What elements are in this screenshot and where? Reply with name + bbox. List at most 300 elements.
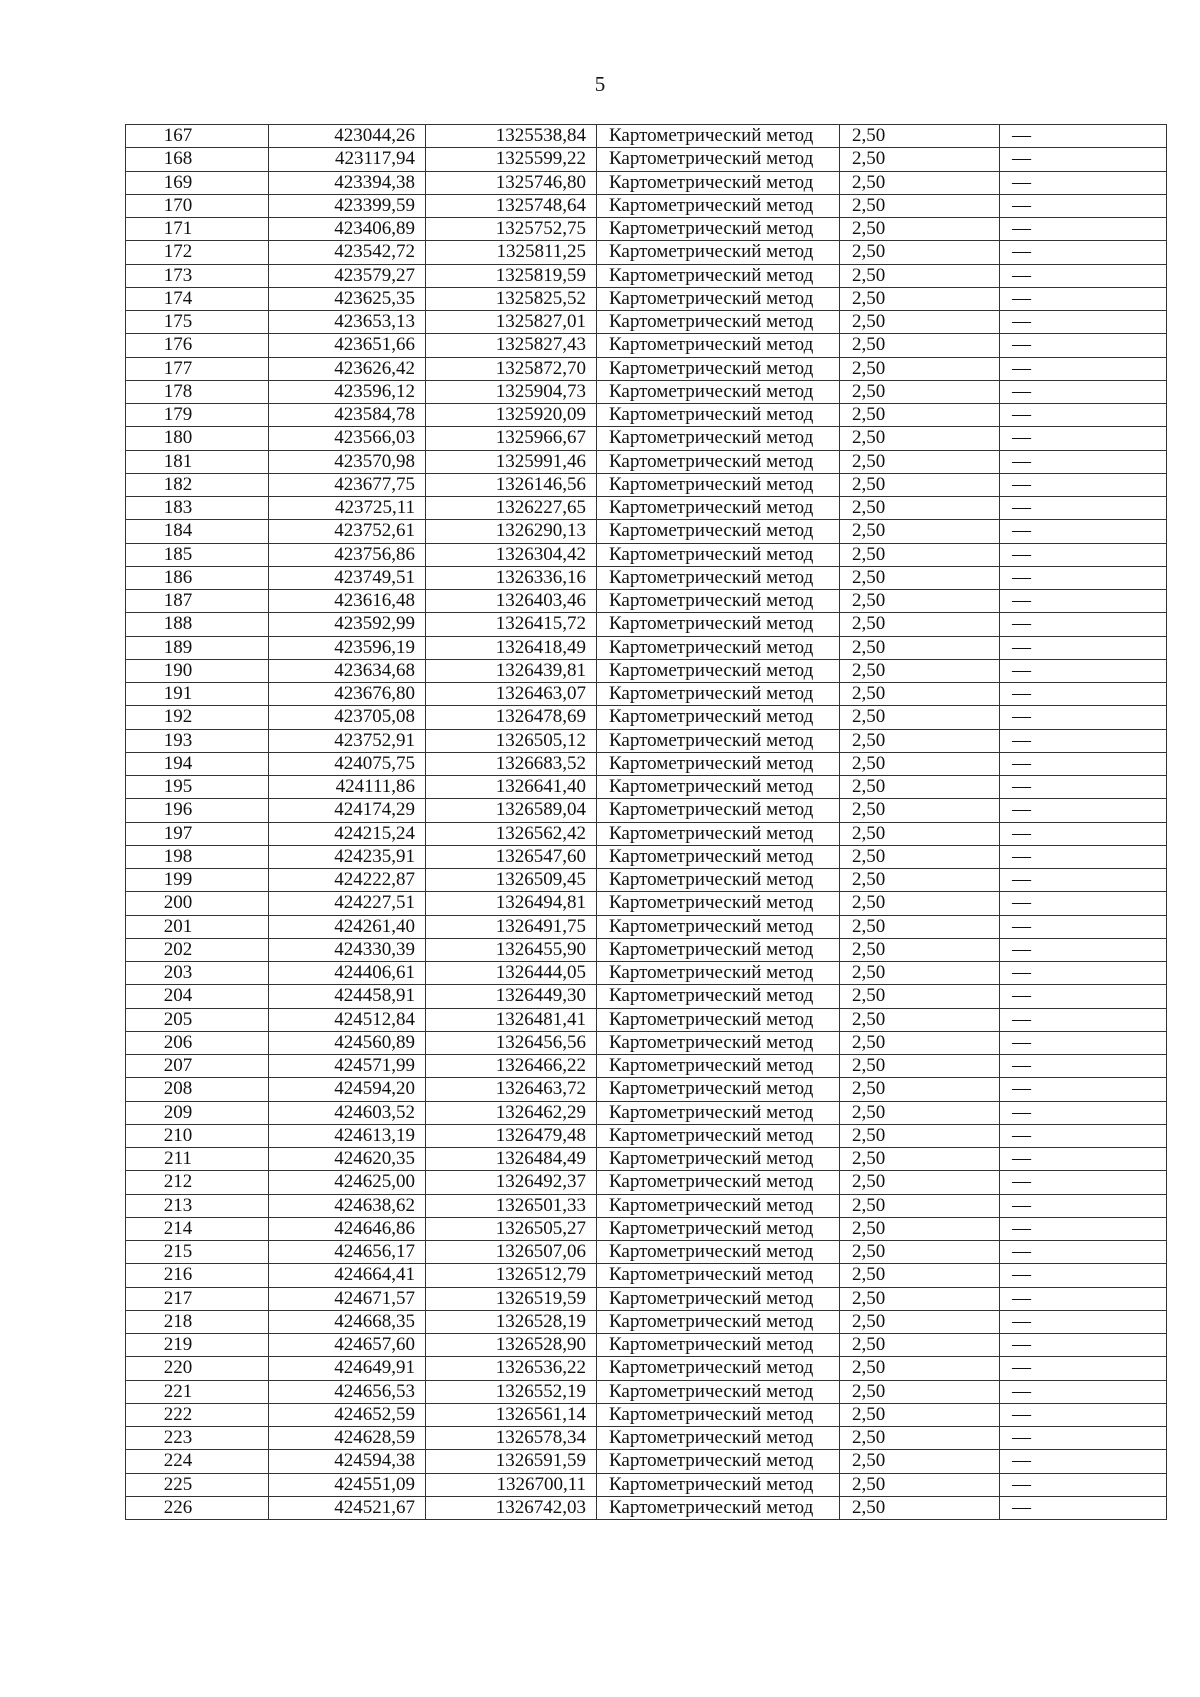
accuracy-cell: 2,50 [840,125,1000,148]
description-cell: — [1000,334,1167,357]
accuracy-cell: 2,50 [840,799,1000,822]
method-cell: Картометрический метод [597,1473,840,1496]
point-number-cell: 192 [126,706,269,729]
point-number-cell: 186 [126,566,269,589]
method-cell: Картометрический метод [597,1124,840,1147]
accuracy-cell: 2,50 [840,636,1000,659]
point-number-cell: 169 [126,171,269,194]
x-coordinate-cell: 424613,19 [269,1124,426,1147]
description-cell: — [1000,1194,1167,1217]
description-cell: — [1000,752,1167,775]
y-coordinate-cell: 1326528,90 [426,1334,597,1357]
table-row [126,171,1167,194]
point-number-cell: 219 [126,1334,269,1357]
accuracy-cell: 2,50 [840,1403,1000,1426]
y-coordinate-cell: 1326462,29 [426,1101,597,1124]
y-coordinate-cell: 1325752,75 [426,218,597,241]
accuracy-cell: 2,50 [840,473,1000,496]
point-number-cell: 184 [126,520,269,543]
point-number-cell: 223 [126,1427,269,1450]
point-number-cell: 221 [126,1380,269,1403]
method-cell: Картометрический метод [597,543,840,566]
y-coordinate-cell: 1326536,22 [426,1357,597,1380]
description-cell: — [1000,566,1167,589]
method-cell: Картометрический метод [597,776,840,799]
y-coordinate-cell: 1326507,06 [426,1241,597,1264]
method-cell: Картометрический метод [597,357,840,380]
table-row [126,1148,1167,1171]
accuracy-cell: 2,50 [840,1055,1000,1078]
point-number-cell: 174 [126,287,269,310]
method-cell: Картометрический метод [597,1194,840,1217]
x-coordinate-cell: 423406,89 [269,218,426,241]
table-row [126,845,1167,868]
x-coordinate-cell: 423570,98 [269,450,426,473]
accuracy-cell: 2,50 [840,1334,1000,1357]
accuracy-cell: 2,50 [840,264,1000,287]
y-coordinate-cell: 1325538,84 [426,125,597,148]
x-coordinate-cell: 424628,59 [269,1427,426,1450]
point-number-cell: 226 [126,1496,269,1519]
x-coordinate-cell: 424603,52 [269,1101,426,1124]
table-row [126,1473,1167,1496]
method-cell: Картометрический метод [597,264,840,287]
point-number-cell: 183 [126,497,269,520]
method-cell: Картометрический метод [597,497,840,520]
point-number-cell: 176 [126,334,269,357]
table-row [126,1171,1167,1194]
y-coordinate-cell: 1326512,79 [426,1264,597,1287]
table-row [126,148,1167,171]
y-coordinate-cell: 1325825,52 [426,287,597,310]
method-cell: Картометрический метод [597,869,840,892]
accuracy-cell: 2,50 [840,566,1000,589]
y-coordinate-cell: 1326501,33 [426,1194,597,1217]
description-cell: — [1000,1101,1167,1124]
description-cell: — [1000,1357,1167,1380]
x-coordinate-cell: 424671,57 [269,1287,426,1310]
x-coordinate-cell: 423653,13 [269,311,426,334]
accuracy-cell: 2,50 [840,194,1000,217]
x-coordinate-cell: 424638,62 [269,1194,426,1217]
method-cell: Картометрический метод [597,706,840,729]
accuracy-cell: 2,50 [840,938,1000,961]
description-cell: — [1000,1241,1167,1264]
description-cell: — [1000,1334,1167,1357]
y-coordinate-cell: 1325746,80 [426,171,597,194]
x-coordinate-cell: 424512,84 [269,1008,426,1031]
description-cell: — [1000,938,1167,961]
accuracy-cell: 2,50 [840,1008,1000,1031]
table-row [126,1217,1167,1240]
table-row [126,1241,1167,1264]
x-coordinate-cell: 424330,39 [269,938,426,961]
accuracy-cell: 2,50 [840,776,1000,799]
accuracy-cell: 2,50 [840,1031,1000,1054]
accuracy-cell: 2,50 [840,729,1000,752]
point-number-cell: 188 [126,613,269,636]
method-cell: Картометрический метод [597,590,840,613]
description-cell: — [1000,985,1167,1008]
y-coordinate-cell: 1325827,01 [426,311,597,334]
method-cell: Картометрический метод [597,1310,840,1333]
description-cell: — [1000,1055,1167,1078]
x-coordinate-cell: 424646,86 [269,1217,426,1240]
y-coordinate-cell: 1326589,04 [426,799,597,822]
description-cell: — [1000,497,1167,520]
y-coordinate-cell: 1326505,12 [426,729,597,752]
method-cell: Картометрический метод [597,636,840,659]
y-coordinate-cell: 1325904,73 [426,380,597,403]
description-cell: — [1000,287,1167,310]
page-number: 5 [594,72,606,96]
x-coordinate-cell: 424594,20 [269,1078,426,1101]
y-coordinate-cell: 1326484,49 [426,1148,597,1171]
point-number-cell: 218 [126,1310,269,1333]
description-cell: — [1000,520,1167,543]
y-coordinate-cell: 1326641,40 [426,776,597,799]
point-number-cell: 179 [126,404,269,427]
y-coordinate-cell: 1326519,59 [426,1287,597,1310]
x-coordinate-cell: 424649,91 [269,1357,426,1380]
y-coordinate-cell: 1326700,11 [426,1473,597,1496]
point-number-cell: 216 [126,1264,269,1287]
point-number-cell: 225 [126,1473,269,1496]
description-cell: — [1000,264,1167,287]
y-coordinate-cell: 1326463,72 [426,1078,597,1101]
x-coordinate-cell: 424235,91 [269,845,426,868]
x-coordinate-cell: 423584,78 [269,404,426,427]
x-coordinate-cell: 424261,40 [269,915,426,938]
description-cell: — [1000,218,1167,241]
x-coordinate-cell: 423044,26 [269,125,426,148]
accuracy-cell: 2,50 [840,450,1000,473]
y-coordinate-cell: 1326449,30 [426,985,597,1008]
table-row [126,799,1167,822]
table-row [126,1101,1167,1124]
description-cell: — [1000,473,1167,496]
accuracy-cell: 2,50 [840,822,1000,845]
method-cell: Картометрический метод [597,938,840,961]
x-coordinate-cell: 424222,87 [269,869,426,892]
point-number-cell: 196 [126,799,269,822]
point-number-cell: 220 [126,1357,269,1380]
description-cell: — [1000,1031,1167,1054]
y-coordinate-cell: 1325991,46 [426,450,597,473]
point-number-cell: 222 [126,1403,269,1426]
description-cell: — [1000,241,1167,264]
y-coordinate-cell: 1326478,69 [426,706,597,729]
description-cell: — [1000,171,1167,194]
point-number-cell: 201 [126,915,269,938]
y-coordinate-cell: 1326415,72 [426,613,597,636]
x-coordinate-cell: 424227,51 [269,892,426,915]
method-cell: Картометрический метод [597,892,840,915]
accuracy-cell: 2,50 [840,915,1000,938]
x-coordinate-cell: 423651,66 [269,334,426,357]
point-number-cell: 197 [126,822,269,845]
x-coordinate-cell: 423579,27 [269,264,426,287]
description-cell: — [1000,892,1167,915]
point-number-cell: 198 [126,845,269,868]
x-coordinate-cell: 424664,41 [269,1264,426,1287]
accuracy-cell: 2,50 [840,1357,1000,1380]
x-coordinate-cell: 423542,72 [269,241,426,264]
description-cell: — [1000,706,1167,729]
table-row [126,706,1167,729]
table-row [126,729,1167,752]
table-row [126,613,1167,636]
table-row [126,1450,1167,1473]
x-coordinate-cell: 423749,51 [269,566,426,589]
method-cell: Картометрический метод [597,985,840,1008]
description-cell: — [1000,311,1167,334]
table-row [126,822,1167,845]
method-cell: Картометрический метод [597,1264,840,1287]
method-cell: Картометрический метод [597,473,840,496]
table-row [126,497,1167,520]
table-row [126,520,1167,543]
point-number-cell: 178 [126,380,269,403]
description-cell: — [1000,1078,1167,1101]
accuracy-cell: 2,50 [840,1427,1000,1450]
accuracy-cell: 2,50 [840,659,1000,682]
description-cell: — [1000,1403,1167,1426]
point-number-cell: 171 [126,218,269,241]
description-cell: — [1000,1264,1167,1287]
accuracy-cell: 2,50 [840,1078,1000,1101]
y-coordinate-cell: 1326528,19 [426,1310,597,1333]
accuracy-cell: 2,50 [840,1264,1000,1287]
table-row [126,543,1167,566]
table-row [126,194,1167,217]
point-number-cell: 187 [126,590,269,613]
method-cell: Картометрический метод [597,1008,840,1031]
x-coordinate-cell: 424656,53 [269,1380,426,1403]
description-cell: — [1000,1171,1167,1194]
y-coordinate-cell: 1326463,07 [426,683,597,706]
y-coordinate-cell: 1325819,59 [426,264,597,287]
y-coordinate-cell: 1326304,42 [426,543,597,566]
description-cell: — [1000,380,1167,403]
description-cell: — [1000,450,1167,473]
description-cell: — [1000,1380,1167,1403]
method-cell: Картометрический метод [597,1078,840,1101]
y-coordinate-cell: 1326403,46 [426,590,597,613]
x-coordinate-cell: 423566,03 [269,427,426,450]
x-coordinate-cell: 423752,61 [269,520,426,543]
description-cell: — [1000,636,1167,659]
accuracy-cell: 2,50 [840,683,1000,706]
table-row [126,125,1167,148]
method-cell: Картометрический метод [597,194,840,217]
description-cell: — [1000,962,1167,985]
description-cell: — [1000,404,1167,427]
x-coordinate-cell: 423592,99 [269,613,426,636]
method-cell: Картометрический метод [597,845,840,868]
accuracy-cell: 2,50 [840,892,1000,915]
accuracy-cell: 2,50 [840,845,1000,868]
table-row [126,1380,1167,1403]
accuracy-cell: 2,50 [840,311,1000,334]
x-coordinate-cell: 423676,80 [269,683,426,706]
point-number-cell: 194 [126,752,269,775]
x-coordinate-cell: 423596,12 [269,380,426,403]
point-number-cell: 191 [126,683,269,706]
point-number-cell: 189 [126,636,269,659]
x-coordinate-cell: 424625,00 [269,1171,426,1194]
description-cell: — [1000,1124,1167,1147]
y-coordinate-cell: 1325748,64 [426,194,597,217]
y-coordinate-cell: 1326491,75 [426,915,597,938]
accuracy-cell: 2,50 [840,752,1000,775]
method-cell: Картометрический метод [597,1217,840,1240]
point-number-cell: 181 [126,450,269,473]
accuracy-cell: 2,50 [840,241,1000,264]
y-coordinate-cell: 1325811,25 [426,241,597,264]
point-number-cell: 210 [126,1124,269,1147]
accuracy-cell: 2,50 [840,1287,1000,1310]
point-number-cell: 177 [126,357,269,380]
method-cell: Картометрический метод [597,427,840,450]
point-number-cell: 193 [126,729,269,752]
accuracy-cell: 2,50 [840,148,1000,171]
y-coordinate-cell: 1326742,03 [426,1496,597,1519]
y-coordinate-cell: 1326509,45 [426,869,597,892]
x-coordinate-cell: 424560,89 [269,1031,426,1054]
accuracy-cell: 2,50 [840,1241,1000,1264]
table-row [126,1287,1167,1310]
y-coordinate-cell: 1326444,05 [426,962,597,985]
x-coordinate-cell: 423677,75 [269,473,426,496]
x-coordinate-cell: 423725,11 [269,497,426,520]
method-cell: Картометрический метод [597,1148,840,1171]
description-cell: — [1000,125,1167,148]
x-coordinate-cell: 423117,94 [269,148,426,171]
table-row [126,404,1167,427]
table-row [126,1008,1167,1031]
point-number-cell: 202 [126,938,269,961]
point-number-cell: 190 [126,659,269,682]
x-coordinate-cell: 424571,99 [269,1055,426,1078]
point-number-cell: 213 [126,1194,269,1217]
accuracy-cell: 2,50 [840,427,1000,450]
method-cell: Картометрический метод [597,683,840,706]
accuracy-cell: 2,50 [840,869,1000,892]
method-cell: Картометрический метод [597,752,840,775]
description-cell: — [1000,1427,1167,1450]
table-row [126,776,1167,799]
accuracy-cell: 2,50 [840,1171,1000,1194]
description-cell: — [1000,822,1167,845]
accuracy-cell: 2,50 [840,1101,1000,1124]
description-cell: — [1000,194,1167,217]
table-row [126,566,1167,589]
point-number-cell: 195 [126,776,269,799]
table-row [126,334,1167,357]
y-coordinate-cell: 1326456,56 [426,1031,597,1054]
accuracy-cell: 2,50 [840,1496,1000,1519]
y-coordinate-cell: 1326455,90 [426,938,597,961]
y-coordinate-cell: 1326562,42 [426,822,597,845]
x-coordinate-cell: 424657,60 [269,1334,426,1357]
table-row [126,938,1167,961]
table-row [126,1496,1167,1519]
description-cell: — [1000,543,1167,566]
table-row [126,241,1167,264]
method-cell: Картометрический метод [597,1101,840,1124]
x-coordinate-cell: 424458,91 [269,985,426,1008]
point-number-cell: 217 [126,1287,269,1310]
method-cell: Картометрический метод [597,287,840,310]
point-number-cell: 211 [126,1148,269,1171]
description-cell: — [1000,915,1167,938]
method-cell: Картометрический метод [597,822,840,845]
method-cell: Картометрический метод [597,380,840,403]
point-number-cell: 199 [126,869,269,892]
method-cell: Картометрический метод [597,1287,840,1310]
description-cell: — [1000,1496,1167,1519]
description-cell: — [1000,799,1167,822]
y-coordinate-cell: 1326290,13 [426,520,597,543]
accuracy-cell: 2,50 [840,543,1000,566]
y-coordinate-cell: 1326492,37 [426,1171,597,1194]
method-cell: Картометрический метод [597,1496,840,1519]
accuracy-cell: 2,50 [840,590,1000,613]
point-number-cell: 204 [126,985,269,1008]
method-cell: Картометрический метод [597,125,840,148]
x-coordinate-cell: 423634,68 [269,659,426,682]
point-number-cell: 182 [126,473,269,496]
method-cell: Картометрический метод [597,1171,840,1194]
point-number-cell: 172 [126,241,269,264]
description-cell: — [1000,869,1167,892]
x-coordinate-cell: 423756,86 [269,543,426,566]
x-coordinate-cell: 423625,35 [269,287,426,310]
point-number-cell: 214 [126,1217,269,1240]
description-cell: — [1000,845,1167,868]
table-row [126,1427,1167,1450]
x-coordinate-cell: 423626,42 [269,357,426,380]
table-row [126,985,1167,1008]
table-row [126,1124,1167,1147]
x-coordinate-cell: 423616,48 [269,590,426,613]
description-cell: — [1000,683,1167,706]
method-cell: Картометрический метод [597,1031,840,1054]
point-number-cell: 203 [126,962,269,985]
x-coordinate-cell: 424521,67 [269,1496,426,1519]
coordinates-table [125,124,1167,1520]
method-cell: Картометрический метод [597,1427,840,1450]
description-cell: — [1000,1148,1167,1171]
description-cell: — [1000,776,1167,799]
table-row [126,450,1167,473]
table-row [126,380,1167,403]
x-coordinate-cell: 424215,24 [269,822,426,845]
table-row [126,915,1167,938]
point-number-cell: 215 [126,1241,269,1264]
table-row [126,1055,1167,1078]
coordinates-table-body [126,125,1167,1520]
table-row [126,1031,1167,1054]
point-number-cell: 173 [126,264,269,287]
y-coordinate-cell: 1325599,22 [426,148,597,171]
method-cell: Картометрический метод [597,729,840,752]
x-coordinate-cell: 424406,61 [269,962,426,985]
x-coordinate-cell: 423752,91 [269,729,426,752]
table-row [126,752,1167,775]
y-coordinate-cell: 1326418,49 [426,636,597,659]
